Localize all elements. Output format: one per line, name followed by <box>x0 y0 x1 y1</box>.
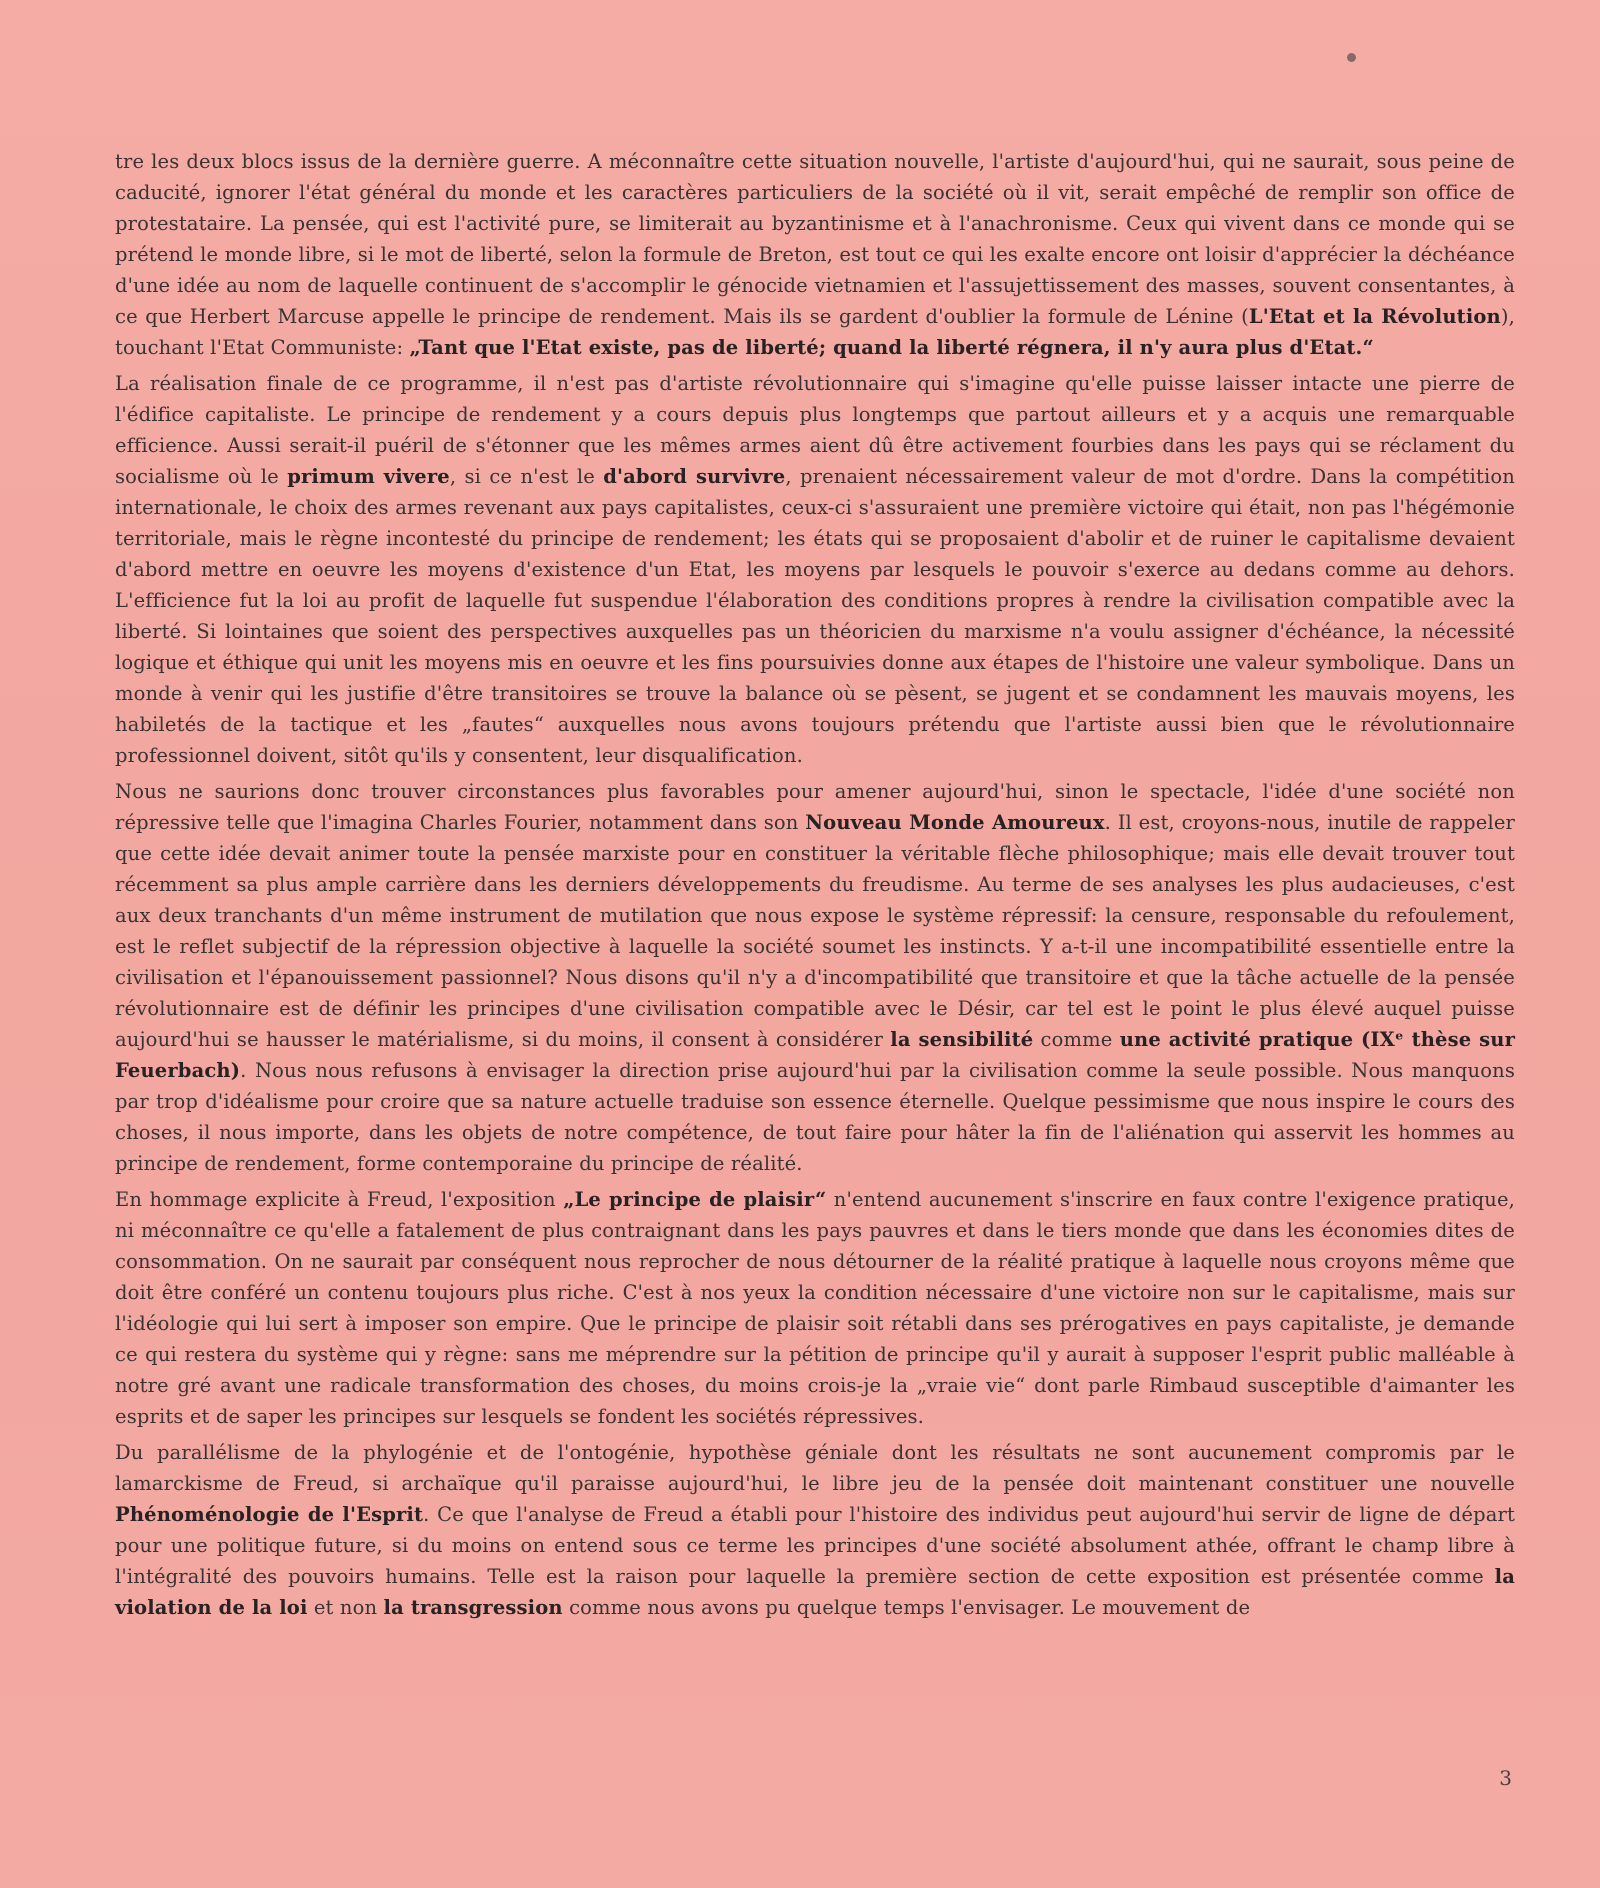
text-run: ), touchant l'Etat Communiste: <box>115 305 1515 359</box>
ink-speck <box>1347 53 1356 62</box>
emphasized-text: la sensibilité <box>890 1028 1034 1051</box>
emphasized-text: „Le principe de plaisir“ <box>563 1188 827 1211</box>
page-number: 3 <box>1499 1766 1512 1790</box>
paragraph <box>115 776 1515 1179</box>
body-text <box>115 146 1515 1628</box>
text-run: Nous ne saurions donc trouver circonstances plus favorables pour amener aujourd'hui, sinon le spectacle, l'idée d'une société non répressive telle que l'imagina Charles Fourier, notamment dans son <box>115 780 1515 834</box>
text-run: , si ce n'est le <box>449 465 604 488</box>
emphasized-text: „Tant que l'Etat existe, pas de liberté; quand la liberté régnera, il n'y aura plus d'Etat.“ <box>409 336 1374 359</box>
emphasized-text: Nouveau Monde Amoureux <box>805 811 1105 834</box>
emphasized-text: L'Etat et la Révolution <box>1248 305 1501 328</box>
paragraph <box>115 1437 1515 1623</box>
text-run: Du parallélisme de la phylogénie et de l'ontogénie, hypothèse géniale dont les résultats ne sont aucunement compromis par le lamarckisme de Freud, si archaïque qu'il paraisse aujourd'hui, le libre jeu de la pensée doit maintenant constituer une nouvelle <box>115 1441 1515 1495</box>
text-run: et non <box>307 1596 384 1619</box>
text-run: tre les deux blocs issus de la dernière guerre. A méconnaître cette situation nouvelle, l'artiste d'aujourd'hui, qui ne saurait, sous peine de caducité, ignorer l'état général du monde et les caractères particuliers de la société où il vit, serait empêché de remplir son office de protestataire. La pensée, qui est l'activité pure, se limiterait au byzantinisme et à l'anachronisme. Ceux qui vivent dans ce monde qui se prétend le monde libre, si le mot de liberté, selon la formule de Breton, est tout ce qui les exalte encore ont loisir d'apprécier la déchéance d'une idée au nom de laquelle continuent de s'accomplir le génocide vietnamien et l'assujettissement des masses, souvent consentantes, à ce que Herbert Marcuse appelle le principe de rendement. Mais ils se gardent d'oublier la formule de Lénine ( <box>115 150 1515 328</box>
paragraph <box>115 1184 1515 1432</box>
paragraph <box>115 146 1515 363</box>
text-run: . Il est, croyons-nous, inutile de rappeler que cette idée devait animer toute la pensée marxiste pour en constituer la véritable flèche philosophique; mais elle devait trouver tout récemment sa plus ample carrière dans les derniers développements du freudisme. Au terme de ses analyses les plus audacieuses, c'est aux deux tranchants d'un même instrument de mutilation que nous expose le système répressif: la censure, responsable du refoulement, est le reflet subjectif de la répression objective à laquelle la société soumet les instincts. Y a-t-il une incompatibilité essentielle entre la civilisation et l'épanouissement passionnel? Nous disons qu'il n'y a d'incompatibilité que transitoire et que la tâche actuelle de la pensée révolutionnaire est de définir les principes d'une civilisation compatible avec le Désir, car tel est le point le plus élevé auquel puisse aujourd'hui se hausser le matérialisme, si du moins, il consent à considérer <box>115 811 1515 1051</box>
text-run: comme <box>1033 1028 1120 1051</box>
text-run: . Nous nous refusons à envisager la direction prise aujourd'hui par la civilisation comme la seule possible. Nous manquons par trop d'idéalisme pour croire que sa nature actuelle traduise son essence éternelle. Quelque pessimisme que nous inspire le cours des choses, il nous importe, dans les objets de notre compétence, de tout faire pour hâter la fin de l'aliénation qui asservit les hommes au principe de rendement, forme contemporaine du principe de réalité. <box>115 1059 1515 1175</box>
text-run: n'entend aucunement s'inscrire en faux contre l'exigence pratique, ni méconnaître ce qu'elle a fatalement de plus contraignant dans les pays pauvres et dans le tiers monde que dans les économies dites de consommation. On ne saurait par conséquent nous reprocher de nous détourner de la réalité pratique à laquelle nous croyons même que doit être conféré un contenu toujours plus riche. C'est à nos yeux la condition nécessaire d'une victoire non sur le capitalisme, mais sur l'idéologie qui lui sert à imposer son empire. Que le principe de plaisir soit rétabli dans ses prérogatives en pays capitaliste, je demande ce qui restera du système qui y règne: sans me méprendre sur la pétition de principe qu'il y aurait à supposer l'esprit public malléable à notre gré avant une radicale transformation des choses, du moins crois-je la „vraie vie“ dont parle Rimbaud susceptible d'aimanter les esprits et de saper les principes sur lesquels se fondent les sociétés répressives. <box>115 1188 1515 1428</box>
text-run: , prenaient nécessairement valeur de mot d'ordre. Dans la compétition internationale, le choix des armes revenant aux pays capitalistes, ceux-ci s'assuraient une première victoire qui était, non pas l'hégémonie territoriale, mais le règne incontesté du principe de rendement; les états qui se proposaient d'abolir et de ruiner le capitalisme devaient d'abord mettre en oeuvre les moyens d'existence d'un Etat, les moyens par lesquels le pouvoir s'exerce au dedans comme au dehors. L'efficience fut la loi au profit de laquelle fut suspendue l'élaboration des conditions propres à rendre la civilisation compatible avec la liberté. Si lointaines que soient des perspectives auxquelles pas un théoricien du marxisme n'a voulu assigner d'échéance, la nécessité logique et éthique qui unit les moyens mis en oeuvre et les fins poursuivies donne aux étapes de l'histoire une valeur symbolique. Dans un monde à venir qui les justifie d'être transitoires se trouve la balance où se pèsent, se jugent et se condamnent les mauvais moyens, les habiletés de la tactique et les „fautes“ auxquelles nous avons toujours prétendu que l'artiste aussi bien que le révolutionnaire professionnel doivent, sitôt qu'ils y consentent, leur disqualification. <box>115 465 1516 767</box>
emphasized-text: Phénoménologie de l'Esprit <box>115 1503 424 1526</box>
text-run: . Ce que l'analyse de Freud a établi pour l'histoire des individus peut aujourd'hui servir de ligne de départ pour une politique future, si du moins on entend sous ce terme les principes d'une société absolument athée, offrant le champ libre à l'intégralité des pouvoirs humains. Telle est la raison pour laquelle la première section de cette exposition est présentée comme <box>115 1503 1515 1588</box>
emphasized-text: la transgression <box>383 1596 563 1619</box>
text-run: comme nous avons pu quelque temps l'envisager. Le mouvement de <box>562 1596 1251 1619</box>
emphasized-text: la violation de la loi <box>115 1565 1515 1619</box>
paragraph <box>115 368 1515 771</box>
text-run: La réalisation finale de ce programme, il n'est pas d'artiste révolutionnaire qui s'imagine qu'elle puisse laisser intacte une pierre de l'édifice capitaliste. Le principe de rendement y a cours depuis plus longtemps que partout ailleurs et y a acquis une remarquable efficience. Aussi serait-il puéril de s'étonner que les mêmes armes aient dû être activement fourbies dans les pays qui se réclament du socialisme où le <box>115 372 1515 488</box>
text-run: En hommage explicite à Freud, l'exposition <box>115 1188 564 1211</box>
emphasized-text: une activité pratique (IXᵉ thèse sur Feuerbach) <box>115 1028 1515 1082</box>
emphasized-text: d'abord survivre <box>603 465 786 488</box>
emphasized-text: primum vivere <box>287 465 450 488</box>
